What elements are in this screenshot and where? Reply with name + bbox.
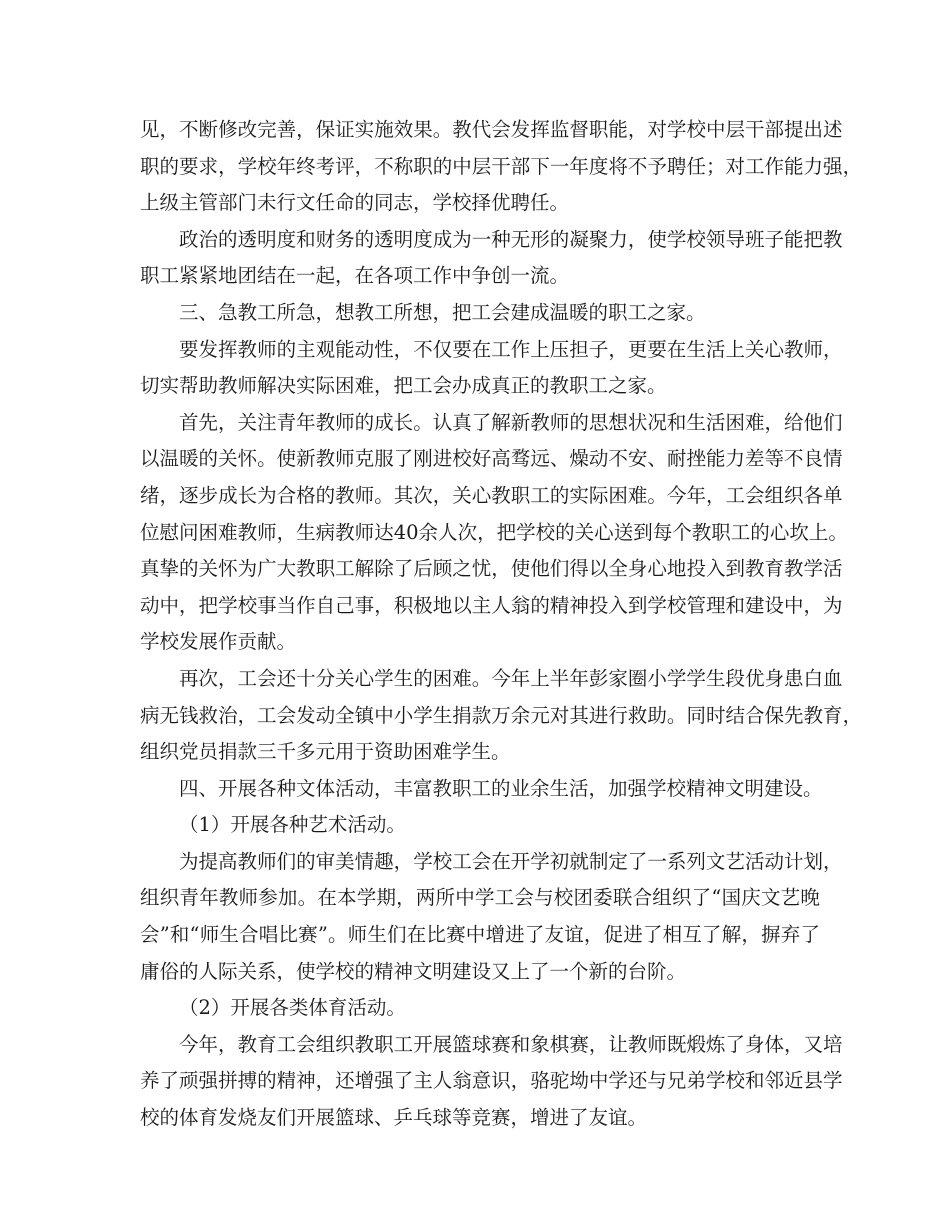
text-line: 为 提 高 教 师 们 的 审 美 情 趣 ， 学 校 工 会 在 开 学 初 就 制 定 了 一 系 列 文 艺 活 动 计 划 ， bbox=[179, 849, 843, 873]
text-line: 见 ， 不 断 修 改 完 善 ， 保 证 实 施 效 果 。 教 代 会 发 挥 监 督 职 能 ， 对 学 校 中 层 干 部 提 出 述 bbox=[140, 118, 843, 141]
text-line: 会 ” 和 “ 师 生 合 唱 比 赛 ” 。 师 生 们 在 比 赛 中 增 进 了 友 谊 ， 促 进 了 相 互 了 解 ， 摒 弃 了 bbox=[140, 923, 820, 947]
text-line: 政 治 的 透 明 度 和 财 务 的 透 明 度 成 为 一 种 无 形 的 凝 聚 力 ， 使 学 校 领 导 班 子 能 把 教 bbox=[179, 227, 843, 251]
text-line: 校的体育发烧友们开展篮球、乒乓球等竞赛，增进了友谊。 bbox=[140, 1106, 648, 1130]
text-line: 病 无 钱 救 治 ， 工 会 发 动 全 镇 中 小 学 生 捐 款 万 余 元 对 其 进 行 救 助 。 同 时 结 合 保 先 教 育 ， bbox=[140, 703, 863, 727]
text-line: 再 次 ， 工 会 还 十 分 关 心 学 生 的 困 难 。 今 年 上 半 年 彭 家 圈 小 学 学 生 段 优 身 患 白 血 bbox=[179, 666, 843, 690]
text-line: 要 发 挥 教 师 的 主 观 能 动 性 ， 不 仅 要 在 工 作 上 压 担 子 ， 更 要 在 生 活 上 关 心 教 师 ， bbox=[179, 337, 843, 361]
text-line: 庸俗的人际关系，使学校的精神文明建设又上了一个新的台阶。 bbox=[140, 959, 687, 983]
text-line: 切实帮助教师解决实际困难，把工会办成真正的教职工之家。 bbox=[140, 374, 667, 398]
text-line: 今 年 ， 教 育 工 会 组 织 教 职 工 开 展 篮 球 赛 和 象 棋 赛 ， 让 教 师 既 煅 炼 了 身 体 ， 又 培 bbox=[179, 1032, 843, 1056]
text-line: 职 的 要 求 ， 学 校 年 终 考 评 ， 不 称 职 的 中 层 干 部 下 一 年 度 将 不 予 聘 任 ； 对 工 作 能 力 强 ， bbox=[140, 154, 863, 178]
text-line: 职工紧紧地团结在一起，在各项工作中争创一流。 bbox=[140, 264, 570, 288]
text-line: 位 慰 问 困 难 教 师 ， 生 病 教 师 达 40 余 人 次 ， 把 学 校 的 关 心 送 到 每 个 教 职 工 的 心 坎 上 。 bbox=[140, 520, 848, 544]
text-line: 真 挚 的 关 怀 为 广 大 教 职 工 解 除 了 后 顾 之 忧 ， 使 他 们 得 以 全 身 心 地 投 入 到 教 育 教 学 活 bbox=[140, 557, 843, 581]
document-body bbox=[140, 112, 863, 1137]
text-line: 组 织 青 年 教 师 参 加 。 在 本 学 期 ， 两 所 中 学 工 会 与 校 团 委 联 合 组 织 了 “ 国 庆 文 艺 晚 bbox=[140, 886, 820, 910]
text-line: 四、开展各种文体活动，丰富教职工的业余生活，加强学校精神文明建设。 bbox=[179, 776, 823, 800]
text-line: （2）开展各类体育活动。 bbox=[179, 996, 406, 1020]
text-line: 上级主管部门未行文任命的同志，学校择优聘任。 bbox=[140, 191, 570, 215]
text-line: 养 了 顽 强 拼 搏 的 精 神 ， 还 增 强 了 主 人 翁 意 识 ， 骆 驼 坳 中 学 还 与 兄 弟 学 校 和 邻 近 县 学 bbox=[140, 1069, 843, 1093]
text-line: 绪 ， 逐 步 成 长 为 合 格 的 教 师 。 其 次 ， 关 心 教 职 工 的 实 际 困 难 。 今 年 ， 工 会 组 织 各 单 bbox=[140, 483, 843, 507]
text-line: 首 先 ， 关 注 青 年 教 师 的 成 长 。 认 真 了 解 新 教 师 的 思 想 状 况 和 生 活 困 难 ， 给 他 们 bbox=[179, 410, 843, 434]
text-line: （1）开展各种艺术活动。 bbox=[179, 813, 406, 837]
text-line: 学校发展作贡献。 bbox=[140, 630, 297, 654]
text-line: 以 温 暖 的 关 怀 。 使 新 教 师 克 服 了 刚 进 校 好 高 骛 远 、 燥 动 不 安 、 耐 挫 能 力 差 等 不 良 情 bbox=[140, 447, 843, 471]
text-line: 组织党员捐款三千多元用于资助困难学生。 bbox=[140, 740, 511, 764]
text-line: 三、急教工所急，想教工所想，把工会建成温暖的职工之家。 bbox=[179, 300, 706, 324]
text-line: 动 中 ， 把 学 校 事 当 作 自 己 事 ， 积 极 地 以 主 人 翁 的 精 神 投 入 到 学 校 管 理 和 建 设 中 ， 为 bbox=[140, 593, 843, 617]
